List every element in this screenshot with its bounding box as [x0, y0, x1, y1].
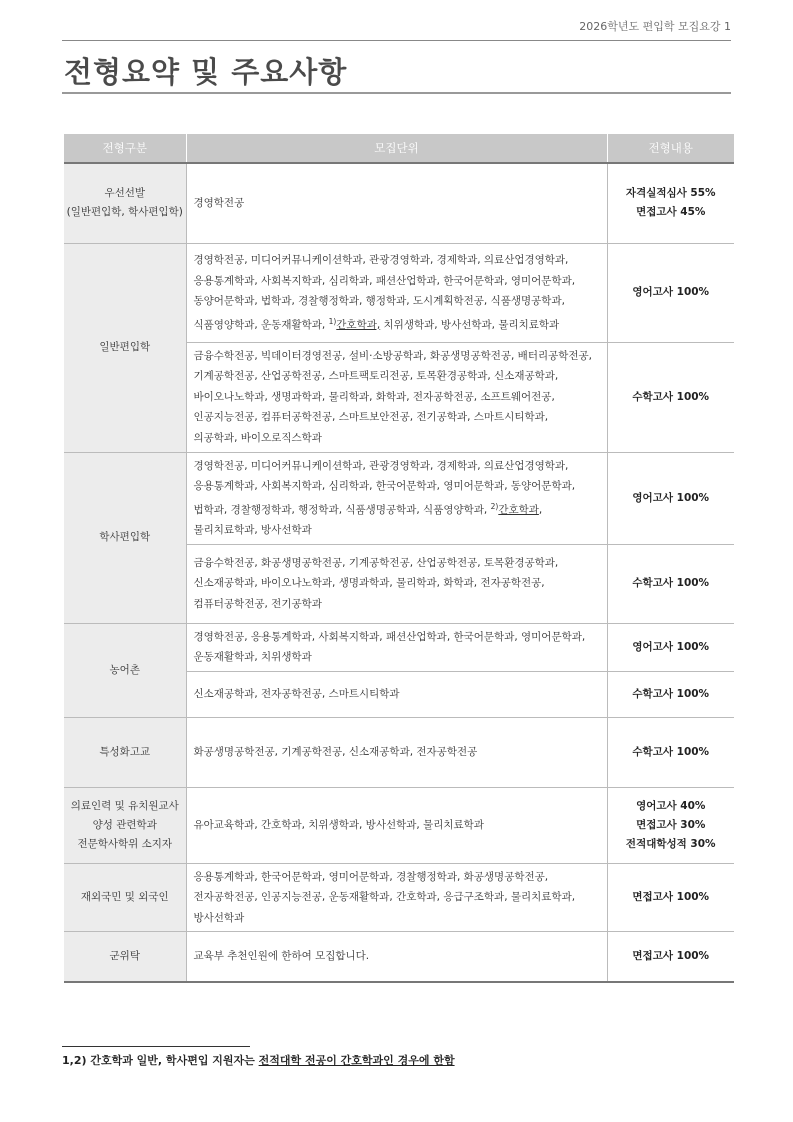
header-content: 전형내용 [607, 134, 734, 163]
category-label: 재외국민 및 외국인 [80, 890, 169, 903]
units-line: 치위생학과, 방사선학과, 물리치료학과 [380, 318, 560, 331]
units-line: 신소재공학과, 전자공학전공, 스마트시티학과 [193, 687, 400, 700]
content-line: 면접고사 100% [632, 949, 710, 962]
units-line: 동양어문학과, 법학과, 경찰행정학과, 행정학과, 도시계획학전공, 식품생명공학과, [193, 295, 565, 307]
content-cell [607, 163, 734, 243]
units-line: 금융수학전공, 화공생명공학전공, 기계공학전공, 산업공학전공, 토목환경공학과, [193, 556, 559, 569]
admission-summary-table [64, 134, 734, 983]
units-line: 의공학과, 바이오로직스학과 [193, 431, 322, 444]
category-cell [64, 932, 186, 982]
content-line: 영어고사 100% [632, 491, 710, 504]
content-cell [607, 932, 734, 982]
units-cell [186, 452, 607, 544]
header-divider [62, 40, 731, 41]
table-row [64, 717, 734, 787]
content-cell [607, 342, 734, 452]
units-text: 경영학전공 [193, 197, 245, 209]
footnote-divider [62, 1046, 250, 1047]
content-line: 면접고사 30% [636, 818, 706, 831]
table-row [64, 863, 734, 932]
units-cell [186, 717, 607, 787]
content-line: 영어고사 100% [632, 286, 710, 298]
units-line: 경영학전공, 미디어커뮤니케이션학과, 관광경영학과, 경제학과, 의료산업경영학과, [193, 459, 569, 472]
content-line: 면접고사 45% [636, 206, 706, 219]
category-label: 군위탁 [109, 949, 140, 962]
category-label: 우선선발 [104, 187, 146, 200]
category-label: 일반편입학 [99, 341, 151, 353]
units-line: 법학과, 경찰행정학과, 행정학과, 식품생명공학과, 식품영양학과, [193, 503, 488, 516]
category-label: 전문학사학위 소지자 [77, 837, 173, 850]
content-line: 수학고사 100% [632, 687, 710, 700]
content-cell [607, 243, 734, 342]
category-cell [64, 623, 186, 717]
units-cell [186, 342, 607, 452]
category-cell [64, 787, 186, 863]
units-line: 경영학전공, 미디어커뮤니케이션학과, 관광경영학과, 경제학과, 의료산업경영학과, [193, 254, 569, 266]
units-cell [186, 787, 607, 863]
units-line: 응용통계학과, 사회복지학과, 심리학과, 한국어문학과, 영미어문학과, 동양어문학과, [193, 480, 576, 492]
content-cell [607, 787, 734, 863]
units-cell [186, 932, 607, 982]
category-cell [64, 452, 186, 623]
units-line: 운동재활학과, 치위생학과 [193, 651, 312, 663]
units-cell [186, 544, 607, 623]
footnote [62, 1052, 455, 1068]
units-line: 컴퓨터공학전공, 전기공학과 [193, 597, 322, 610]
units-line: 식품영양학과, 운동재활학과, [193, 318, 326, 331]
content-cell [607, 452, 734, 544]
units-line: 인공지능전공, 컴퓨터공학전공, 스마트보안전공, 전기공학과, 스마트시티학과, [193, 411, 549, 424]
footnote-underlined-text: 전적대학 전공이 간호학과인 경우에 한함 [258, 1054, 455, 1067]
category-label: 의료인력 및 유치원교사 [70, 799, 179, 812]
category-cell [64, 863, 186, 932]
units-cell [186, 163, 607, 243]
units-line: , [538, 503, 543, 516]
category-label: 학사편입학 [99, 531, 151, 543]
units-line: 전자공학전공, 인공지능전공, 운동재활학과, 간호학과, 응급구조학과, 물리치료학과, [193, 891, 576, 903]
footnote-text: 1,2) 간호학과 일반, 학사편입 지원자는 [62, 1054, 259, 1067]
table-header-row [64, 134, 734, 163]
category-cell [64, 243, 186, 452]
units-line: 응용통계학과, 사회복지학과, 심리학과, 패션산업학과, 한국어문학과, 영미어문학과, [193, 274, 576, 287]
content-cell [607, 717, 734, 787]
units-line: 기계공학전공, 산업공학전공, 스마트팩토리전공, 토목환경공학과, 신소재공학과, [193, 370, 559, 383]
units-line: 응용통계학과, 한국어문학과, 영미어문학과, 경찰행정학과, 화공생명공학전공, [193, 870, 549, 883]
header-category: 전형구분 [64, 134, 186, 163]
category-sublabel: (일반편입학, 학사편입학) [66, 206, 183, 219]
table-row [64, 243, 734, 342]
units-line: 방사선학과 [193, 911, 245, 924]
content-cell [607, 863, 734, 932]
category-label: 특성화고교 [99, 745, 151, 758]
content-cell [607, 544, 734, 623]
table-row [64, 787, 734, 863]
units-line: 경영학전공, 응용통계학과, 사회복지학과, 패션산업학과, 한국어문학과, 영미어문학과, [193, 630, 586, 643]
units-text: 유아교육학과, 간호학과, 치위생학과, 방사선학과, 물리치료학과 [193, 818, 484, 831]
units-text: 화공생명공학전공, 기계공학전공, 신소재공학과, 전자공학전공 [193, 745, 478, 758]
content-cell [607, 671, 734, 717]
content-cell [607, 623, 734, 671]
content-line: 영어고사 100% [632, 640, 710, 653]
category-label: 양성 관련학과 [92, 818, 157, 831]
units-line: 신소재공학과, 바이오나노학과, 생명과학과, 물리학과, 화학과, 전자공학전공, [193, 577, 545, 590]
header-units: 모집단위 [186, 134, 607, 163]
units-cell [186, 243, 607, 342]
units-text: 교육부 추천인원에 한하여 모집합니다. [193, 950, 370, 962]
content-line: 수학고사 100% [632, 745, 710, 758]
table-row [64, 623, 734, 671]
table-row [64, 932, 734, 982]
category-cell [64, 163, 186, 243]
units-line: 물리치료학과, 방사선학과 [193, 524, 312, 536]
content-line: 전적대학성적 30% [625, 837, 716, 850]
units-line: 금융수학전공, 빅데이터경영전공, 설비·소방공학과, 화공생명공학전공, 배터리공학전공, [193, 349, 593, 362]
nursing-underlined: 간호학과, [336, 318, 381, 331]
category-cell [64, 717, 186, 787]
content-line: 영어고사 40% [636, 799, 706, 812]
title-divider [62, 92, 731, 94]
table-row [64, 452, 734, 544]
page-title: 전형요약 및 주요사항 [64, 55, 348, 89]
units-cell [186, 671, 607, 717]
content-line: 자격실적심사 55% [625, 187, 716, 200]
footnote-marker: 1) [328, 316, 337, 326]
category-label: 농어촌 [109, 663, 140, 676]
units-cell [186, 863, 607, 932]
units-cell [186, 623, 607, 671]
content-line: 수학고사 100% [632, 390, 710, 403]
nursing-underlined: 간호학과 [498, 503, 539, 516]
table-row [64, 163, 734, 243]
content-line: 수학고사 100% [632, 577, 710, 589]
footnote-marker: 2) [490, 501, 499, 511]
content-line: 면접고사 100% [632, 890, 710, 903]
running-header: 2026학년도 편입학 모집요강 1 [579, 20, 731, 33]
units-line: 바이오나노학과, 생명과학과, 물리학과, 화학과, 전자공학전공, 소프트웨어전공, [193, 390, 555, 403]
